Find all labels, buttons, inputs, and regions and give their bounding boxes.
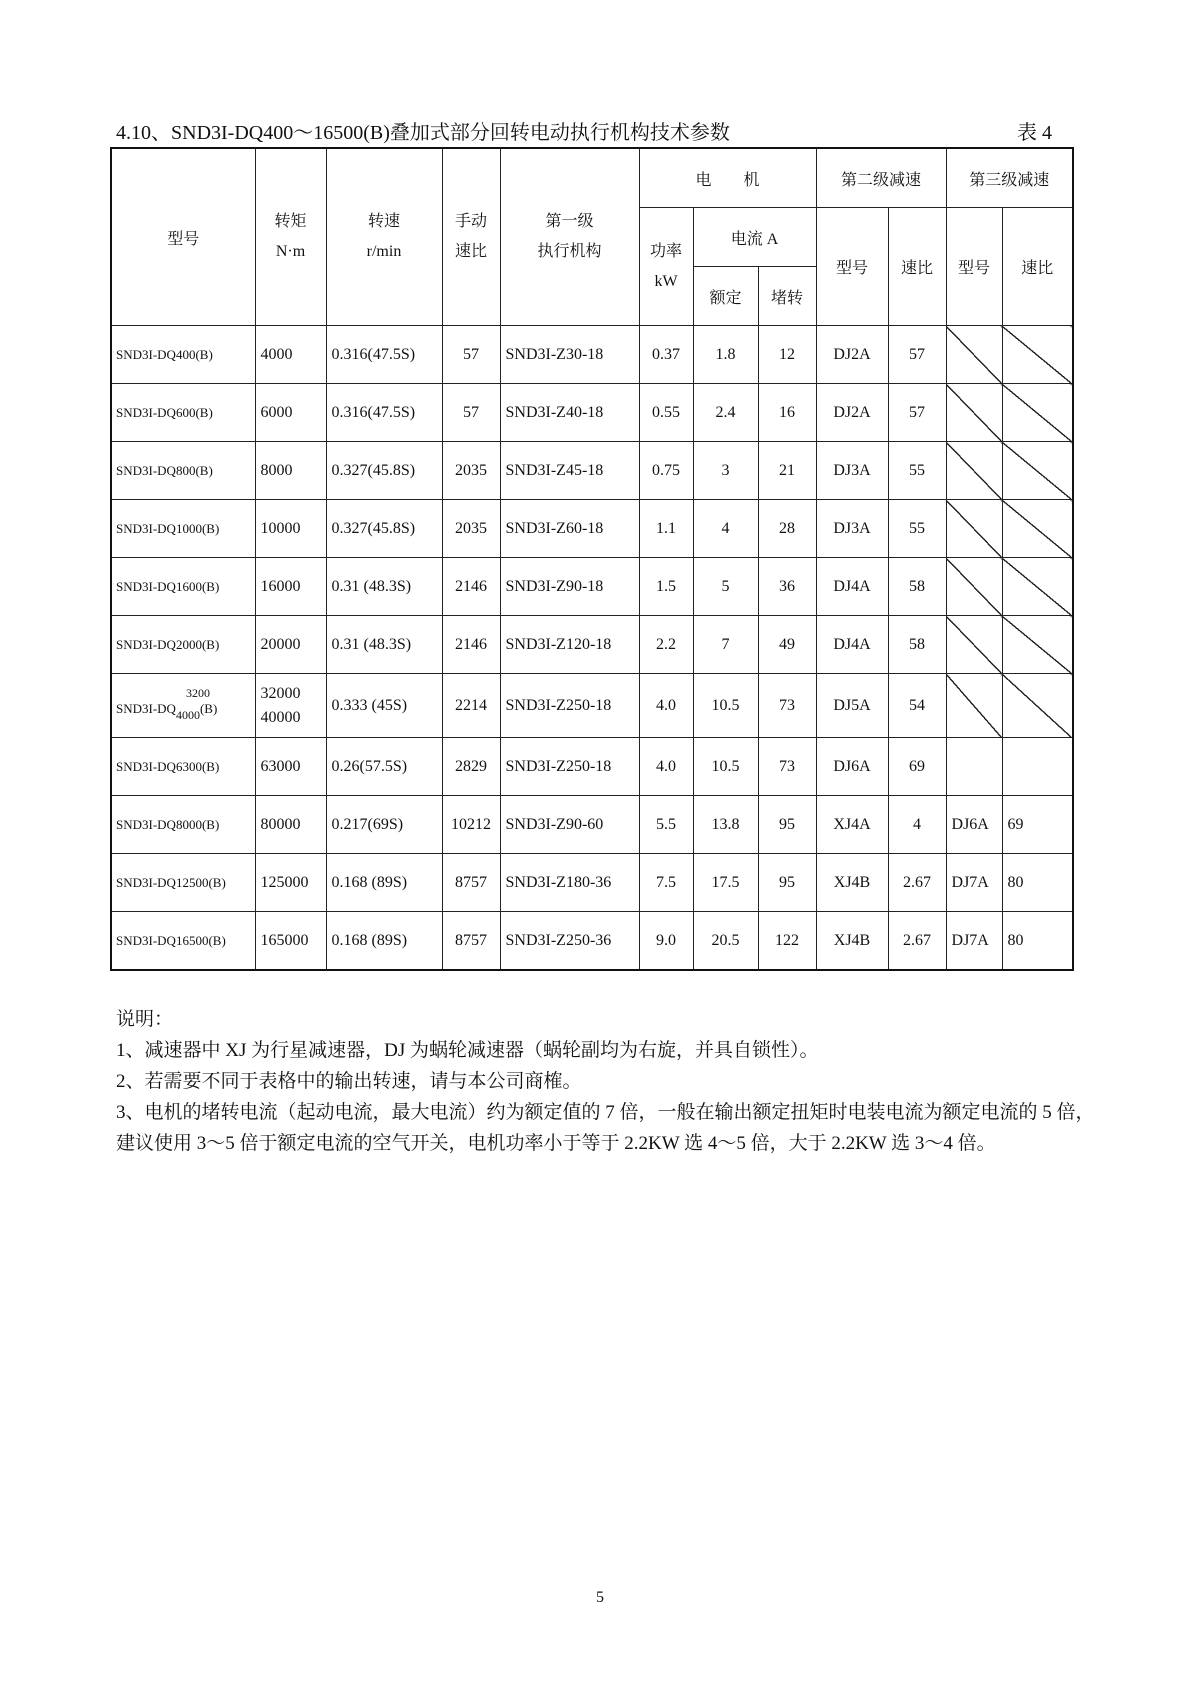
cell-manual: 2829 [442,738,500,796]
note-1: 1、减速器中 XJ 为行星减速器，DJ 为蜗轮减速器（蜗轮副均为右旋，并具自锁性）。 [116,1040,819,1061]
cell-rated: 3 [693,442,758,500]
cell-sec-model: DJ3A [816,442,888,500]
model-bottom: 4000 [175,707,200,722]
cell-empty-slash [946,384,1002,442]
cell-sec-ratio: 55 [888,500,946,558]
header-first-line1: 第一级 [545,213,594,230]
cell-manual: 2214 [442,674,500,738]
cell-power: 2.2 [639,616,693,674]
note-3: 3、电机的堵转电流（起动电流，最大电流）约为额定值的 7 倍，一般在输出额定扭矩时电装电流为额定电流的 5 倍，建议使用 3～5 倍于额定电流的空气开关，电机功率小于等于 2.2KW 选 4～5 倍，大于 2.2KW 选 3～4 倍。 [116,1102,1095,1154]
cell-speed: 0.327(45.8S) [326,442,442,500]
cell-torque [255,674,326,738]
cell-sec-ratio: 2.67 [888,854,946,912]
header-power-unit: kW [654,272,678,290]
cell-empty [946,738,1002,796]
cell-stall: 36 [758,558,816,616]
cell-empty-slash [1002,442,1073,500]
cell-power: 7.5 [639,854,693,912]
table-row [111,674,1073,738]
table-row [111,384,1073,442]
cell-stall: 95 [758,854,816,912]
cell-empty-slash [1002,384,1073,442]
cell-stall: 73 [758,738,816,796]
cell-sec-ratio: 54 [888,674,946,738]
header-rated: 额定 [693,267,758,326]
cell-stall: 21 [758,442,816,500]
cell-third-model: DJ6A [946,796,1002,854]
cell-model: SND3I-DQ400(B) [111,326,255,384]
cell-first: SND3I-Z45-18 [500,442,639,500]
header-power-label: 功率 [649,242,682,260]
cell-sec-ratio: 58 [888,616,946,674]
cell-model: SND3I-DQ8000(B) [111,796,255,854]
cell-power: 4.0 [639,738,693,796]
cell-third-model: DJ7A [946,912,1002,971]
header-speed-unit: r/min [366,243,402,260]
cell-first: SND3I-Z60-18 [500,500,639,558]
table-row [111,558,1073,616]
cell-empty-slash [946,500,1002,558]
cell-stall: 95 [758,796,816,854]
cell-sec-model: DJ4A [816,558,888,616]
cell-model: SND3I-DQ1000(B) [111,500,255,558]
cell-rated: 13.8 [693,796,758,854]
page-number: 5 [596,1589,604,1606]
cell-rated: 10.5 [693,738,758,796]
table-row [111,738,1073,796]
cell-sec-ratio: 69 [888,738,946,796]
model-top: 3200 [186,685,210,700]
table-row [111,442,1073,500]
table-row [111,796,1073,854]
cell-manual: 8757 [442,854,500,912]
header-row-1 [111,148,1073,208]
spec-table [110,147,1074,971]
cell-power: 0.55 [639,384,693,442]
cell-stall: 49 [758,616,816,674]
cell-sec-ratio: 55 [888,442,946,500]
cell-rated: 5 [693,558,758,616]
cell-torque: 4000 [255,326,326,384]
cell-speed: 0.333 (45S) [326,674,442,738]
cell-manual: 2146 [442,558,500,616]
cell-rated: 17.5 [693,854,758,912]
cell-stall: 122 [758,912,816,971]
cell-power: 0.75 [639,442,693,500]
cell-empty-slash [1002,500,1073,558]
cell-model: SND3I-DQ2000(B) [111,616,255,674]
cell-sec-model: DJ6A [816,738,888,796]
cell-speed: 0.168 (89S) [326,854,442,912]
cell-rated: 2.4 [693,384,758,442]
cell-first: SND3I-Z30-18 [500,326,639,384]
cell-power: 1.5 [639,558,693,616]
header-first-line2: 执行机构 [537,243,602,260]
cell-manual: 57 [442,326,500,384]
table-row [111,912,1073,971]
table-number: 表 4 [1017,122,1052,144]
cell-model: SND3I-DQ16500(B) [111,912,255,971]
cell-power: 9.0 [639,912,693,971]
cell-manual: 57 [442,384,500,442]
cell-sec-model: XJ4B [816,912,888,971]
header-torque-label: 转矩 [274,213,307,230]
cell-sec-model: XJ4A [816,796,888,854]
notes-section [116,1004,1100,1159]
cell-sec-model: DJ4A [816,616,888,674]
cell-speed: 0.316(47.5S) [326,384,442,442]
cell-stall: 28 [758,500,816,558]
cell-stall: 16 [758,384,816,442]
model-prefix: SND3I-DQ [116,700,176,716]
cell-sec-ratio: 4 [888,796,946,854]
cell-manual: 8757 [442,912,500,971]
header-manual-line1: 手动 [454,213,487,230]
title-row [116,116,1052,146]
header-power [639,208,693,326]
cell-empty-slash [1002,326,1073,384]
cell-torque: 10000 [255,500,326,558]
cell-model: SND3I-DQ1600(B) [111,558,255,616]
cell-first: SND3I-Z120-18 [500,616,639,674]
header-manual-ratio [442,148,500,326]
header-third-stage: 第三级减速 [946,148,1073,208]
cell-manual: 2035 [442,442,500,500]
cell-torque-2: 40000 [260,708,301,726]
table-row [111,500,1073,558]
cell-third-model: DJ7A [946,854,1002,912]
notes-heading: 说明： [116,1009,174,1030]
note-2: 2、若需要不同于表格中的输出转速，请与本公司商榷。 [116,1071,582,1092]
cell-speed: 0.217(69S) [326,796,442,854]
cell-empty-slash [946,442,1002,500]
header-first-stage [500,148,639,326]
header-current: 电流 A [693,208,816,267]
cell-empty-slash [1002,674,1073,738]
cell-first: SND3I-Z40-18 [500,384,639,442]
table-row [111,326,1073,384]
cell-manual: 2146 [442,616,500,674]
cell-first: SND3I-Z90-60 [500,796,639,854]
cell-torque: 165000 [255,912,326,971]
cell-sec-model: DJ2A [816,384,888,442]
cell-first: SND3I-Z90-18 [500,558,639,616]
section-title: 4.10、SND3I-DQ400～16500(B)叠加式部分回转电动执行机构技术参数 [116,122,730,144]
header-second-stage: 第二级减速 [816,148,946,208]
cell-first: SND3I-Z250-36 [500,912,639,971]
cell-speed: 0.316(47.5S) [326,326,442,384]
cell-manual: 2035 [442,500,500,558]
cell-torque: 8000 [255,442,326,500]
cell-sec-ratio: 58 [888,558,946,616]
cell-model: SND3I-DQ12500(B) [111,854,255,912]
cell-stall: 73 [758,674,816,738]
cell-speed: 0.327(45.8S) [326,500,442,558]
cell-sec-model: DJ3A [816,500,888,558]
cell-rated: 20.5 [693,912,758,971]
table-row [111,616,1073,674]
cell-model: SND3I-DQ800(B) [111,442,255,500]
cell-rated: 7 [693,616,758,674]
cell-empty-slash [946,616,1002,674]
cell-power: 0.37 [639,326,693,384]
cell-stall: 12 [758,326,816,384]
cell-sec-ratio: 57 [888,384,946,442]
header-second-model: 型号 [816,208,888,326]
model-suffix: (B) [199,700,218,716]
cell-model: SND3I-DQ6300(B) [111,738,255,796]
model-stack [116,685,218,722]
cell-empty-slash [1002,616,1073,674]
header-speed [326,148,442,326]
table-row [111,854,1073,912]
cell-torque: 80000 [255,796,326,854]
header-second-ratio: 速比 [888,208,946,326]
cell-torque: 6000 [255,384,326,442]
cell-power: 5.5 [639,796,693,854]
cell-empty [1002,738,1073,796]
header-third-model: 型号 [946,208,1002,326]
cell-empty-slash [946,558,1002,616]
cell-rated: 4 [693,500,758,558]
header-manual-line2: 速比 [454,243,487,260]
cell-empty-slash [1002,558,1073,616]
cell-third-ratio: 80 [1002,854,1073,912]
header-model: 型号 [111,148,255,326]
header-motor: 电 机 [639,148,816,208]
header-stall: 堵转 [758,267,816,326]
cell-model: SND3I-DQ600(B) [111,384,255,442]
cell-speed: 0.26(57.5S) [326,738,442,796]
header-speed-label: 转速 [367,213,400,230]
cell-third-ratio: 80 [1002,912,1073,971]
cell-sec-model: XJ4B [816,854,888,912]
cell-speed: 0.168 (89S) [326,912,442,971]
cell-model [111,674,255,738]
cell-first: SND3I-Z250-18 [500,674,639,738]
cell-empty-slash [946,326,1002,384]
cell-rated: 1.8 [693,326,758,384]
cell-manual: 10212 [442,796,500,854]
cell-empty-slash [946,674,1002,738]
cell-torque: 63000 [255,738,326,796]
cell-rated: 10.5 [693,674,758,738]
cell-sec-ratio: 57 [888,326,946,384]
cell-sec-model: DJ5A [816,674,888,738]
cell-first: SND3I-Z250-18 [500,738,639,796]
cell-sec-ratio: 2.67 [888,912,946,971]
cell-power: 1.1 [639,500,693,558]
cell-speed: 0.31 (48.3S) [326,616,442,674]
cell-torque: 16000 [255,558,326,616]
cell-sec-model: DJ2A [816,326,888,384]
cell-speed: 0.31 (48.3S) [326,558,442,616]
cell-first: SND3I-Z180-36 [500,854,639,912]
cell-torque: 20000 [255,616,326,674]
cell-third-ratio: 69 [1002,796,1073,854]
cell-torque-1: 32000 [260,684,301,702]
cell-torque: 125000 [255,854,326,912]
header-third-ratio: 速比 [1002,208,1073,326]
cell-power: 4.0 [639,674,693,738]
header-torque [255,148,326,326]
header-torque-unit: N·m [275,243,306,260]
